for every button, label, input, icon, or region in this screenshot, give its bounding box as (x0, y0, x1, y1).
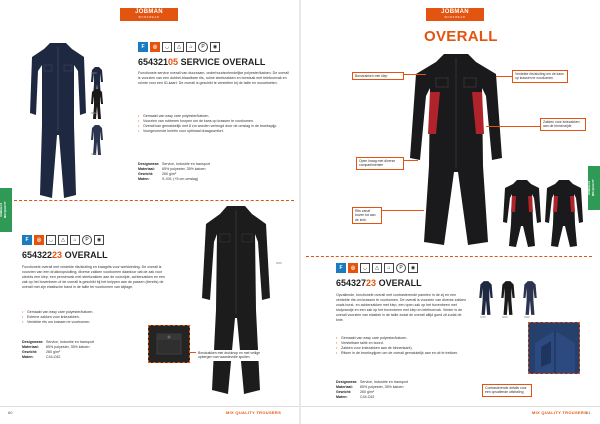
wash-60-icon: ◡ (162, 42, 172, 52)
spec-row: Materiaal: 65% polyester, 35% katoen (138, 167, 206, 171)
overall-contrast-hero-image (406, 48, 506, 248)
iron-icon: ⌂ (70, 235, 80, 245)
overall-navy-image (28, 35, 88, 205)
pocket-detail-graphic (149, 326, 190, 363)
callout-pocket: Borstzakken met drukknop en met veilige opbergen van waardevolle spullen (198, 351, 261, 360)
side-tab-left: OVERALLS MIX QUALITY (0, 188, 12, 232)
list-item: • Verstelbare taille en boord. (336, 341, 468, 346)
spec-row: Gewicht: 260 g/m² (336, 390, 375, 394)
swatch-black-thumb (500, 280, 516, 316)
page-number: 61 (586, 410, 591, 415)
footer-rule (0, 406, 299, 407)
detail-pocket-photo (148, 325, 190, 363)
no-bleach-icon: △ (372, 263, 382, 273)
spec-row: Materiaal: 65% polyester, 35% katoen (336, 385, 404, 389)
spec-row: Maten: C44-C62 (336, 395, 375, 399)
overall-black-image (200, 200, 272, 400)
callout-leg-zip: Rits vanaf boven tot aan de knie. (352, 207, 382, 224)
no-bleach-icon: △ (58, 235, 68, 245)
spec-row: Maten: C44-C62 (22, 355, 61, 359)
care-icons-1 (138, 42, 220, 52)
list-item: • Overall kan gemakkelijk met 8 cm worden verlengd door de omslag in de broekspijp. (138, 124, 288, 129)
shoulder-detail-graphic (529, 323, 580, 374)
product-description: Opvallende, functionele overall met contrasterende panelen in de zij en een verdekte rits om krassen te voorkomen. De overall is voorzien van diverse zakken zoals borst- en achterzakken met klep, een open zak op het bovenbeen met stulprandje en een zak op het bovenbeen met klep en telefoonvak. Verder is de overall voorzien van elastiek in de taille zodat de overall altijd goed zit zodat de knie. (336, 293, 467, 323)
detail-shoulder-photo (528, 322, 580, 374)
list-item: • Gemaakt van easy care polyester/katoen. (138, 114, 288, 119)
overall-variant-back-image (544, 178, 584, 248)
footer-label: MIX QUALITY TROUSERS (532, 410, 588, 415)
callout-collar: Open kraag met diverse compartimenten (356, 157, 404, 170)
product-title-654322: 65432223 OVERALL (22, 250, 108, 260)
list-item: • Ritsen in de broekspijpen om de overall gemakkelijk aan en uit te trekken. (336, 351, 468, 356)
no-bleach-icon: △ (174, 42, 184, 52)
brand-f-icon: F (336, 263, 346, 273)
list-item: • Voorzien van rubberen knopen om de kans op krassen te voorkomen. (138, 119, 288, 124)
tumble-dry-icon: ◉ (408, 263, 418, 273)
list-item: • Externe zakken voor kniezakken. (22, 315, 167, 320)
tumble-dry-icon: ◉ (210, 42, 220, 52)
callout-leader (404, 74, 426, 75)
callout-leader (404, 160, 418, 161)
spec-row: Designwear: Service, Industrie en transport (336, 380, 408, 384)
feature-list (22, 310, 167, 325)
swatch-code: 9700 (480, 316, 486, 319)
brand-logo: JOBMAN WORKWEAR (120, 8, 178, 21)
side-tab-right: OVERALLS MIX QUALITY (588, 166, 600, 210)
spec-row: Materiaal: 65% polyester, 35% katoen (22, 345, 90, 349)
swatch-code: 9800 (502, 316, 508, 319)
callout-contrast: Contrasterende details voor een opvallende uitstraling (482, 384, 532, 397)
tumble-dry-icon: ◉ (94, 235, 104, 245)
callout-leader (486, 126, 540, 127)
list-item: • Verdekte rits om krassen te voorkomen. (22, 320, 167, 325)
page-number: 60 (8, 410, 13, 415)
spec-table (336, 380, 408, 400)
brand-o-icon: ◎ (34, 235, 44, 245)
callout-leader (382, 210, 424, 211)
spec-row: Designwear: Service, Industrie en transport (22, 340, 94, 344)
product-title-654327: 65432723 OVERALL (336, 278, 422, 288)
swatch-dark-thumb (90, 124, 104, 156)
brand-f-icon: F (138, 42, 148, 52)
brand-logo: JOBMAN WORKWEAR (426, 8, 484, 21)
iron-icon: ⌂ (186, 42, 196, 52)
product-description: Functionele overall met verdekte rits/sluiting en kraagrits voor werkkleding. De overall is voorzien van een drukknopsluiting, diverse zakken voorkomen daardoor dat de zak voor slechts een klep, een pennenvak met steekzakken aan de voorzijde, achterzakken en een zak op het bovenbeen of de overall is geschikt bij het knippen aan de passen (tienrits) de overall met zijn elastische band in de taille ter voorkomen van slijtage. (22, 265, 166, 290)
callout-zip: Verdekte rits/sluiting om de kans op krassen te voorkomen (512, 70, 568, 83)
page-gutter (299, 0, 301, 424)
spec-table (22, 340, 94, 360)
overall-variant-red-image (502, 178, 542, 248)
brand-o-icon: ◎ (348, 263, 358, 273)
list-item: • Gemaakt van easy care polyester/katoen. (336, 336, 468, 341)
dry-clean-icon: P (396, 263, 406, 273)
page-title: OVERALL (424, 28, 498, 45)
swatch-black-thumb (90, 88, 104, 120)
footer-label: MIX QUALITY TROUSERS (226, 410, 282, 415)
dry-clean-icon: P (198, 42, 208, 52)
brand-f-icon: F (22, 235, 32, 245)
care-icons-2 (22, 235, 104, 245)
spec-row: Designwear: Service, Industrie en transport (138, 162, 210, 166)
spec-table (138, 162, 210, 182)
wash-60-icon: ◡ (360, 263, 370, 273)
wash-60-icon: ◡ (46, 235, 56, 245)
iron-icon: ⌂ (384, 263, 394, 273)
swatch-code: 9600 (91, 153, 97, 156)
list-item: • Zakken voor kniezakken aan de binnenkant). (336, 346, 468, 351)
list-item: • Gemaakt van easy care polyester/katoen. (22, 310, 167, 315)
feature-list (138, 114, 288, 134)
swatch-code: 9800 (276, 262, 282, 265)
callout-chest-pockets: Borstzakken met klep (352, 72, 404, 80)
list-item: • Voorgevormde knieën voor optimaal draagcomfort. (138, 129, 288, 134)
swatch-code: 9800 (91, 112, 97, 115)
spec-row: Maten: S-XXL (+5 cm omslag) (138, 177, 199, 181)
section-divider (306, 256, 592, 257)
brand-o-icon: ◎ (150, 42, 160, 52)
swatch-code: 9900 (524, 316, 530, 319)
swatch-code: 9900 (91, 72, 97, 75)
product-title-654321: 65432105 SERVICE OVERALL (138, 57, 266, 67)
care-icons-3 (336, 263, 418, 273)
swatch-navy-thumb (478, 280, 494, 316)
feature-list (336, 336, 468, 356)
dry-clean-icon: P (82, 235, 92, 245)
callout-leader (190, 352, 196, 353)
footer-rule (301, 406, 600, 407)
swatch-dark-thumb (522, 280, 538, 316)
callout-knee-pockets: Zakken voor kniezakken aan de binnenzijde (540, 118, 586, 131)
product-description: Functionele service overall van duurzaam, onderhoudsvriendelijke polyester/katoen. De overall is voorzien van een dubbel-blaadbare rits, ruime steekzakken en borstzak met telefoonvak en ruimte voor een ID-kaart. De overall is geschikt te verstellen bij de taille en mouwtoeten. (138, 71, 289, 86)
spec-row: Gewicht: 260 g/m² (22, 350, 61, 354)
spec-row: Gewicht: 260 g/m² (138, 172, 177, 176)
callout-leader (496, 76, 512, 77)
